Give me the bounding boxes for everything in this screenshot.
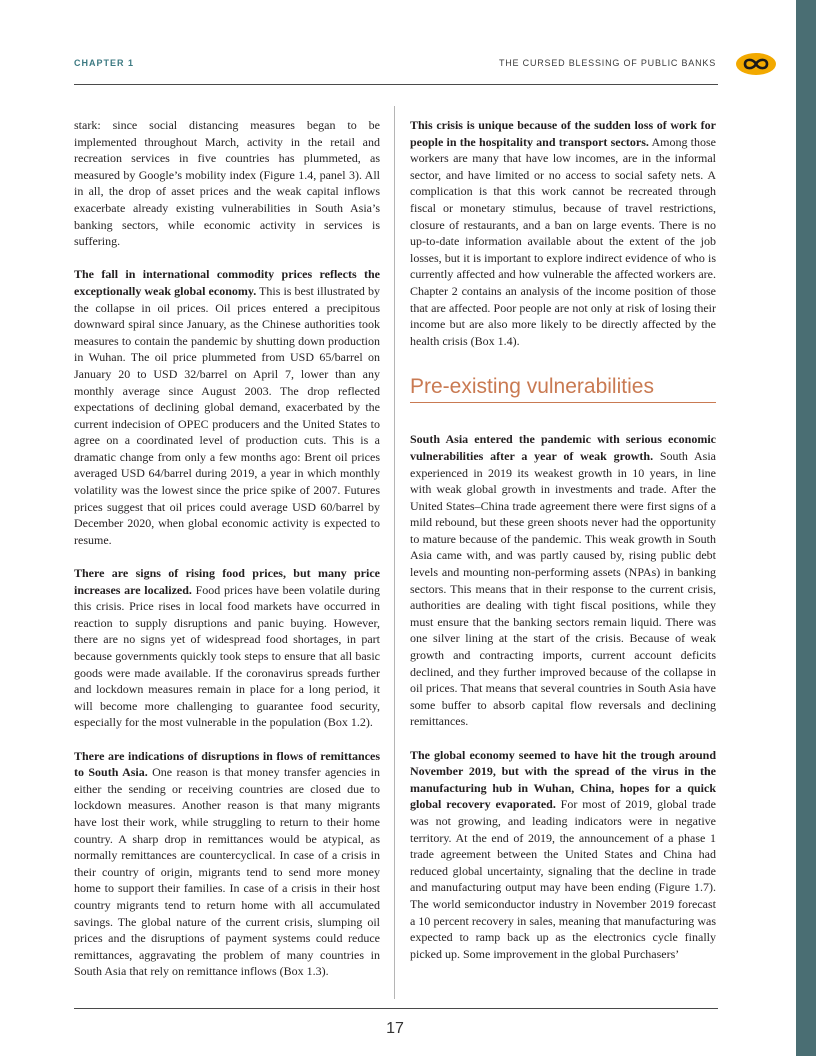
paragraph-text: This is best illustrated by the collapse in oil prices. Oil prices entered a precipitous downward spiral since January, as the Chinese authorities took measures to contain the pandemic by shutting down production in Wuhan. The oil price plummeted from USD 65/barrel on January 20 to USD 32/barrel on April 7, lower than any monthly average since August 2003. The drop reflected expectations of declining global demand, exacerbated by the current indecision of OPEC producers and the United States to agree on a coordinated level of production cuts. This is a dramatic change from only a few months ago: Brent oil prices averaged USD 64/barrel during 2019, a year in which monthly volatility was the lowest since the price spike of 2007. Futures prices suggest that oil prices could average USD 60/barrel by December 2020, when global economic activity is expected to resume. [74,283,380,547]
column-divider [394,106,395,999]
paragraph-lead: The fall in international commodity prices reflects the exceptionally weak global economy. [74,267,380,298]
paragraph-text: stark: since social distancing measures began to be implemented throughout March, activity in the retail and recreation services in five countries has plummeted, as measured by Google’s mobility index (Figure 1.4, panel 3). All in all, the drop of asset prices and the weak capital inflows exacerbate already existing vulnerabilities in South Asia’s banking sectors, while economic activity in services is suffering. [74,118,380,249]
side-color-band [796,0,816,1056]
paragraph-text: One reason is that money transfer agencies in either the sending or receiving countries are closed due to lockdown measures. Another reason is that many migrants have lost their work, while struggling to return to their home country. A sharp drop in remittances would be atypical, as normally remittances are countercyclical. In case of a crisis in their country of origin, migrants tend to send more money home to support their families. In case of a crisis in their host country migrants tend to return home with all accumulated savings. The global nature of the current crisis, slumping oil prices and the disruptions of payment systems could reduce remittances, aggravating the problem of many countries in South Asia that rely on remittance inflows (Box 1.3). [74,765,380,979]
right-column [410,117,716,979]
infinity-logo-icon [734,51,778,77]
paragraph-lead: South Asia entered the pandemic with serious economic vulnerabilities after a year of weak growth. [410,432,716,463]
running-title: THE CURSED BLESSING OF PUBLIC BANKS [498,58,716,68]
paragraph-lead: The global economy seemed to have hit the trough around November 2019, but with the spread of the virus in the manufacturing hub in Wuhan, China, hopes for a quick global recovery evaporated. [410,747,716,812]
paragraph [410,117,716,349]
paragraph [410,747,716,963]
section-heading: Pre-existing vulnerabilities [410,375,716,403]
paragraph-text: Food prices have been volatile during this crisis. Price rises in local food markets have occurred in reaction to supply disruptions and panic buying. However, there are no signs yet of widespread food shortages, in part because governments quickly took steps to ensure that all basic goods were made available. If the coronavirus spreads further and lockdown measures remain in place for a long period, it will become more challenging to guarantee food security, especially for the most vulnerable in the population (Box 1.2). [74,582,380,730]
paragraph-text: South Asia experienced in 2019 its weakest growth in 10 years, in line with weak global growth in investments and trade. After the United States–China trade agreement there were first signs of a mild rebound, but these green shoots never had the opportunity to mature because of the pandemic. This weak growth in South Asia came with, and was partly caused by, rising public debt levels and mounting non-performing assets (NPAs) in banking sectors. This means that in their response to the current crisis, authorities are dealing with tight fiscal positions, while they must ensure that the banking sectors remain liquid. There was one silver lining at the start of the crisis. Because of weak growth and contracting imports, current account deficits declined, and they further improved because of the collapse in oil prices. That means that several countries in South Asia have some buffer to absorb capital flow reversals and declining remittances. [410,448,717,729]
paragraph-lead: There are indications of disruptions in flows of remittances to South Asia. [74,748,380,780]
paragraph [74,266,380,548]
paragraph-text: For most of 2019, global trade was not growing, and leading indicators were in negative territory. At the end of 2019, the announcement of a phase 1 trade agreement between the United States and China had reduced global uncertainty, signaling that the decline in trade and manufacturing output may have been ending (Figure 1.7). The world semiconductor industry in November 2019 forecast a 10 percent recovery in sales, meaning that manufacturing was expected to ramp back up as the electronics cycle finally picked up. Some improvement in the global Purchasers’ [410,797,716,961]
left-column [74,117,380,996]
paragraph-lead: There are signs of rising food prices, but many price increases are localized. [74,566,380,597]
paragraph [74,565,380,731]
paragraph [74,117,380,250]
paragraph [74,748,380,980]
paragraph-lead: This crisis is unique because of the sudden loss of work for people in the hospitality and transport sectors. [410,118,716,149]
footer-rule [74,1008,718,1009]
paragraph-text: Among those workers are many that have low incomes, are in the informal sector, and have limited or no access to social safety nets. A complication is that this work cannot be recreated through fiscal or monetary stimulus, because of travel restrictions, closure of restaurants, and a ban on large events. There is no up-to-date information available about the extent of the job losses, but it is important to explore indirect evidence of who is currently affected and how vulnerable the affected workers are. Chapter 2 contains an analysis of the income position of those that are affected. Poor people are not only at risk of losing their income but are also more likely to be directly affected by the health crisis (Box 1.4). [410,134,716,348]
header-rule [74,84,718,85]
page-number: 17 [386,1020,404,1037]
paragraph [410,431,716,730]
chapter-label: CHAPTER 1 [74,58,135,68]
